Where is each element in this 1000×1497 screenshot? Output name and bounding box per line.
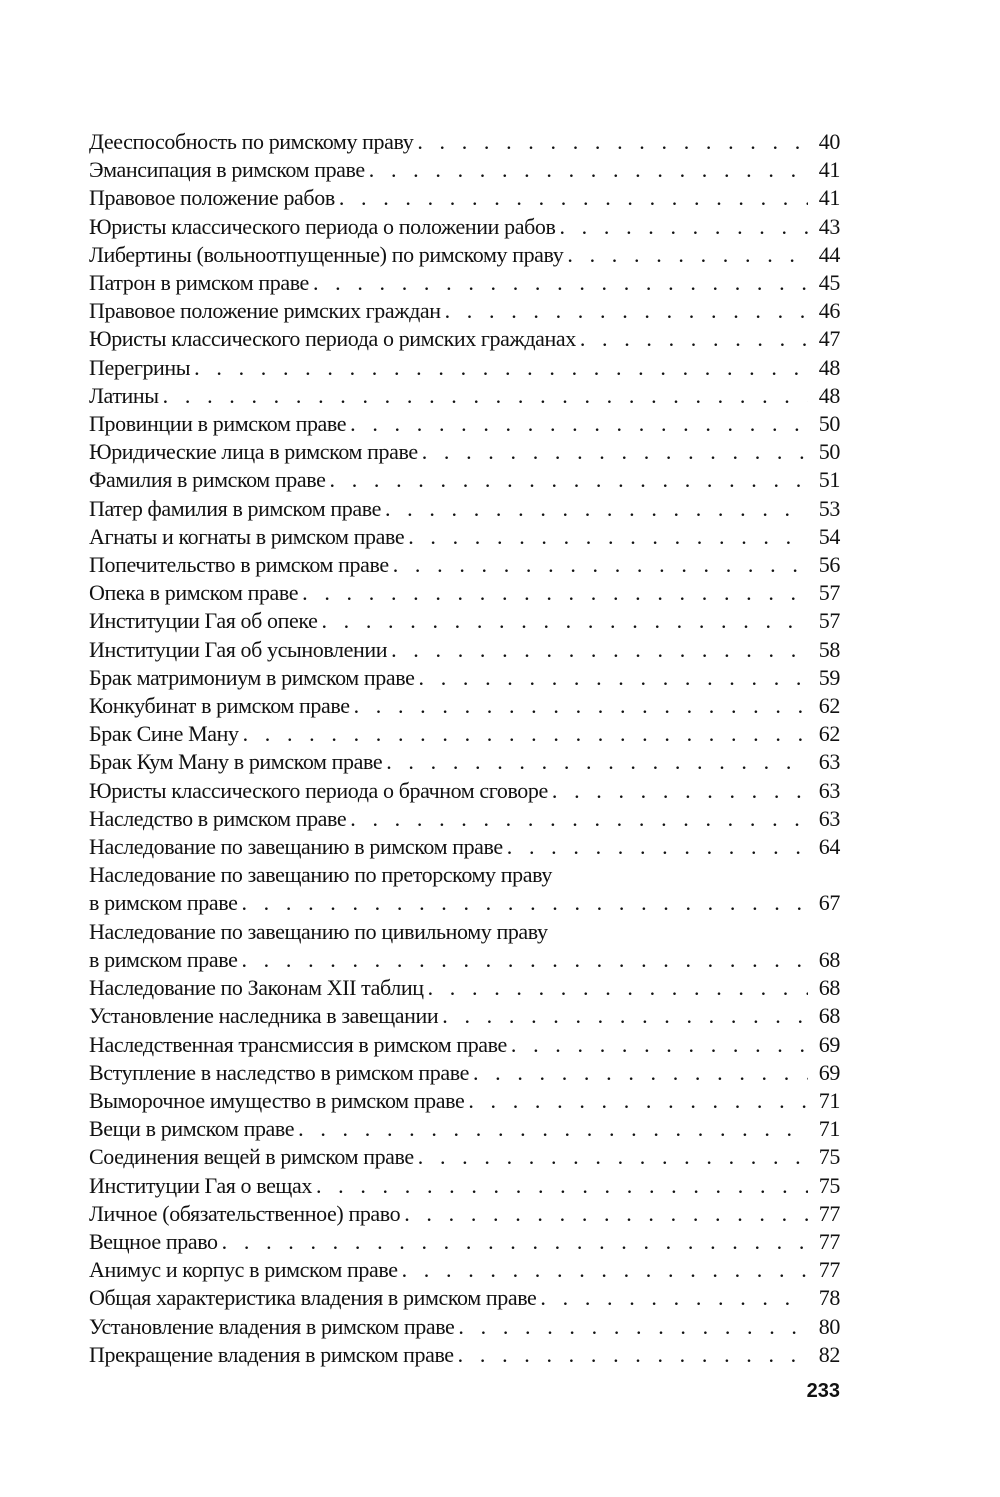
toc-entry-title: Наследование по завещанию по преторскому праву: [89, 862, 552, 888]
toc-entry-title: Наследование по Законам XII таблиц: [89, 975, 424, 1001]
toc-entry-title: Либертины (вольноотпущенные) по римскому праву: [89, 241, 564, 267]
dot-leader: [445, 297, 808, 325]
toc-entry-title: Общая характеристика владения в римском праве: [89, 1285, 537, 1311]
toc-entry: [89, 1313, 840, 1341]
toc-entry-title: Перегрины: [89, 354, 191, 380]
toc-entry-page: 56: [818, 552, 840, 578]
page-number: 233: [806, 1380, 840, 1402]
toc-entry: [89, 495, 840, 523]
dot-leader: [393, 551, 808, 579]
toc-entry-title: Вещное право: [89, 1228, 218, 1254]
toc-entry-title: Дееспособность по римскому праву: [89, 129, 414, 154]
toc-entry: [89, 382, 840, 410]
toc-entry: [89, 213, 840, 241]
toc-entry-title-continuation: в римском праве: [89, 890, 238, 916]
toc-entry-page: 47: [818, 326, 840, 352]
toc-entry-title: Опека в римском праве: [89, 580, 299, 606]
dot-leader: [385, 495, 808, 523]
toc-entry-title: Юристы классического периода о брачном сговоре: [89, 777, 548, 803]
toc-entry: [89, 354, 840, 382]
toc-entry-page: 41: [818, 157, 840, 183]
dot-leader: [540, 1284, 808, 1312]
dot-leader: [418, 1143, 808, 1171]
toc-entry-page: 67: [818, 890, 840, 916]
dot-leader: [316, 1172, 808, 1200]
toc-entry-page: 59: [818, 664, 840, 690]
toc-entry-page: 75: [818, 1144, 840, 1170]
toc-entry-page: 68: [818, 1003, 840, 1029]
toc-entry-title: Анимус и корпус в римском праве: [89, 1257, 398, 1283]
dot-leader: [428, 974, 808, 1002]
toc-entry-page: 63: [818, 749, 840, 775]
toc-entry-title: Патер фамилия в римском праве: [89, 495, 381, 521]
toc-entry: [89, 1115, 840, 1143]
dot-leader: [298, 1115, 808, 1143]
toc-entry-page: 77: [818, 1257, 840, 1283]
toc-entry-page: 64: [818, 834, 840, 860]
toc-entry-title: Установление наследника в завещании: [89, 1003, 439, 1029]
dot-leader: [419, 664, 809, 692]
dot-leader: [354, 692, 808, 720]
dot-leader: [194, 354, 808, 382]
toc-entry-title: Правовое положение римских граждан: [89, 298, 441, 324]
toc-entry-page: 62: [818, 693, 840, 719]
toc-entry: [89, 1256, 840, 1284]
toc-entry: [89, 607, 840, 635]
toc-entry-title: Прекращение владения в римском праве: [89, 1341, 454, 1367]
toc-entry-title-continuation: в римском праве: [89, 946, 238, 972]
toc-entry-title: Брак Кум Ману в римском праве: [89, 749, 383, 775]
toc-entry-page: 53: [818, 495, 840, 521]
toc-entry: [89, 1284, 840, 1312]
dot-leader: [241, 889, 808, 917]
toc-entry-title: Правовое положение рабов: [89, 185, 335, 211]
toc-entry: [89, 777, 840, 805]
toc-entry-title: Конкубинат в римском праве: [89, 693, 350, 719]
toc-entry-page: 40: [818, 129, 840, 154]
toc-entry-title: Наследование по завещанию в римском праве: [89, 834, 503, 860]
toc-entry-page: 82: [818, 1341, 840, 1367]
toc-entry-page: 50: [818, 439, 840, 465]
toc-entry-page: 44: [818, 241, 840, 267]
toc-entry: [89, 523, 840, 551]
dot-leader: [408, 523, 808, 551]
toc-entry-page: 48: [818, 382, 840, 408]
toc-entry: [89, 1341, 840, 1369]
toc-entry: [89, 692, 840, 720]
dot-leader: [552, 777, 808, 805]
toc-entry: [89, 438, 840, 466]
toc-entry-page: 69: [818, 1031, 840, 1057]
toc-entry-page: 54: [818, 523, 840, 549]
toc-entry-page: 51: [818, 467, 840, 493]
toc-entry: [89, 720, 840, 748]
toc-entry: [89, 325, 840, 353]
toc-entry: [89, 297, 840, 325]
toc-entry: [89, 156, 840, 184]
toc-entry-page: 63: [818, 777, 840, 803]
toc-entry: [89, 579, 840, 607]
dot-leader: [321, 607, 808, 635]
dot-leader: [458, 1341, 808, 1369]
toc-entry-title: Институции Гая об усыновлении: [89, 636, 388, 662]
dot-leader: [417, 128, 808, 156]
toc-entry-title: Патрон в римском праве: [89, 270, 309, 296]
toc-entry: [89, 664, 840, 692]
dot-leader: [386, 748, 808, 776]
toc-entry-page: 63: [818, 805, 840, 831]
dot-leader: [442, 1002, 808, 1030]
toc-entry-page: 62: [818, 721, 840, 747]
toc-entry-title: Юристы классического периода о положении рабов: [89, 213, 556, 239]
toc-entry: [89, 918, 840, 974]
toc-entry-page: 57: [818, 580, 840, 606]
toc-entry-page: 57: [818, 608, 840, 634]
toc-entry-title: Провинции в римском праве: [89, 411, 347, 437]
toc-entry: [89, 1059, 840, 1087]
dot-leader: [350, 410, 808, 438]
dot-leader: [567, 241, 808, 269]
dot-leader: [369, 156, 808, 184]
toc-entry-page: 80: [818, 1313, 840, 1339]
dot-leader: [559, 213, 808, 241]
dot-leader: [511, 1031, 808, 1059]
toc-entry: [89, 1172, 840, 1200]
toc-entry: [89, 128, 840, 156]
toc-entry-page: 58: [818, 636, 840, 662]
dot-leader: [422, 438, 808, 466]
toc-entry: [89, 551, 840, 579]
toc-entry-title: Агнаты и когнаты в римском праве: [89, 523, 405, 549]
toc-entry: [89, 1002, 840, 1030]
toc-entry: [89, 1200, 840, 1228]
toc-entry-title: Юристы классического периода о римских гражданах: [89, 326, 576, 352]
dot-leader: [404, 1200, 808, 1228]
toc-entry: [89, 1228, 840, 1256]
toc-entry: [89, 805, 840, 833]
toc-entry-title: Брак матримониум в римском праве: [89, 664, 415, 690]
dot-leader: [473, 1059, 808, 1087]
toc-entry-page: 77: [818, 1228, 840, 1254]
dot-leader: [163, 382, 808, 410]
toc-entry-page: 77: [818, 1200, 840, 1226]
toc-entry-title: Вступление в наследство в римском праве: [89, 1059, 469, 1085]
dot-leader: [222, 1228, 808, 1256]
dot-leader: [458, 1313, 808, 1341]
toc-entry-title: Вещи в римском праве: [89, 1116, 295, 1142]
toc-entry-title: Фамилия в римском праве: [89, 467, 326, 493]
toc-entry-title: Выморочное имущество в римском праве: [89, 1087, 465, 1113]
toc-entry: [89, 1087, 840, 1115]
dot-leader: [580, 325, 808, 353]
toc-entry-title: Наследство в римском праве: [89, 805, 347, 831]
table-of-contents: [89, 128, 840, 1369]
toc-entry-page: 69: [818, 1059, 840, 1085]
toc-entry-title: Личное (обязательственное) право: [89, 1200, 401, 1226]
toc-entry: [89, 861, 840, 917]
dot-leader: [330, 466, 809, 494]
toc-entry: [89, 748, 840, 776]
toc-entry-title: Наследование по завещанию по цивильному праву: [89, 918, 548, 944]
toc-entry: [89, 1143, 840, 1171]
toc-entry-title: Юридические лица в римском праве: [89, 439, 418, 465]
toc-entry-title: Установление владения в римском праве: [89, 1313, 455, 1339]
toc-entry-page: 41: [818, 185, 840, 211]
dot-leader: [468, 1087, 808, 1115]
toc-entry-page: 43: [818, 213, 840, 239]
toc-entry-title: Наследственная трансмиссия в римском праве: [89, 1031, 507, 1057]
toc-entry-page: 48: [818, 354, 840, 380]
toc-entry-page: 68: [818, 975, 840, 1001]
toc-entry-title: Институции Гая о вещах: [89, 1172, 312, 1198]
dot-leader: [241, 946, 808, 974]
toc-entry: [89, 974, 840, 1002]
toc-entry-title: Попечительство в римском праве: [89, 552, 389, 578]
toc-entry-title: Латины: [89, 382, 159, 408]
toc-entry-page: 71: [818, 1087, 840, 1113]
dot-leader: [339, 184, 808, 212]
toc-entry: [89, 269, 840, 297]
toc-entry-page: 68: [818, 946, 840, 972]
toc-entry-page: 45: [818, 270, 840, 296]
dot-leader: [402, 1256, 808, 1284]
dot-leader: [302, 579, 808, 607]
dot-leader: [507, 833, 808, 861]
toc-entry-page: 78: [818, 1285, 840, 1311]
toc-entry-page: 75: [818, 1172, 840, 1198]
toc-entry: [89, 184, 840, 212]
dot-leader: [350, 805, 808, 833]
toc-entry: [89, 1031, 840, 1059]
toc-entry: [89, 410, 840, 438]
toc-entry-title: Брак Сине Ману: [89, 721, 239, 747]
toc-entry-page: 50: [818, 411, 840, 437]
toc-entry-page: 46: [818, 298, 840, 324]
toc-entry: [89, 833, 840, 861]
toc-entry: [89, 241, 840, 269]
toc-entry-title: Институции Гая об опеке: [89, 608, 318, 634]
toc-entry: [89, 466, 840, 494]
toc-entry: [89, 636, 840, 664]
toc-entry-title: Эмансипация в римском праве: [89, 157, 365, 183]
dot-leader: [391, 636, 808, 664]
dot-leader: [313, 269, 808, 297]
toc-entry-page: 71: [818, 1116, 840, 1142]
toc-entry-title: Соединения вещей в римском праве: [89, 1144, 414, 1170]
dot-leader: [243, 720, 808, 748]
